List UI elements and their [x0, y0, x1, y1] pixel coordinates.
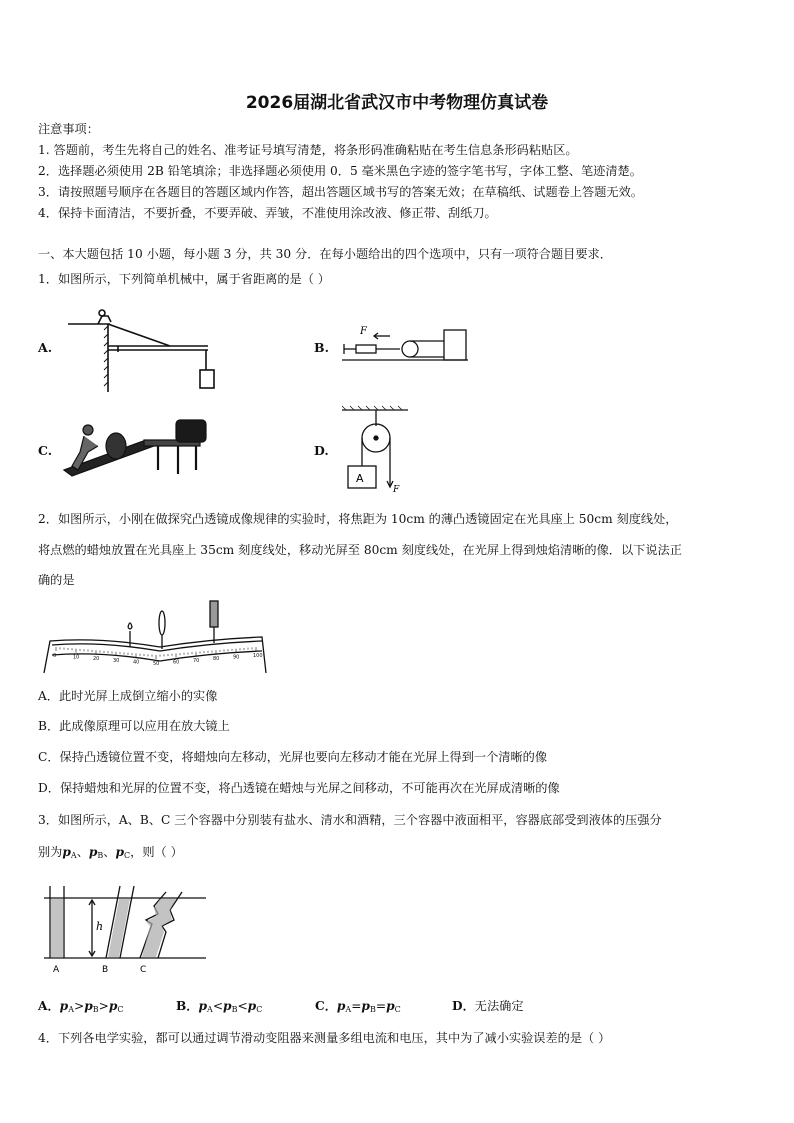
pressure-symbol: p — [108, 999, 118, 1013]
q2-stem-line: 将点燃的蜡烛放置在光具座上 35cm 刻度线处，移动光屏至 80cm 刻度线处，在光屏上得到烛焰清晰的像．以下说法正 — [38, 543, 682, 557]
q2-stem-line: 2．如图所示，小刚在做探究凸透镜成像规律的实验时，将焦距为 10cm 的薄凸透镜固定在光具座上 50cm 刻度线处， — [38, 512, 678, 526]
option-letter: B． — [176, 999, 199, 1013]
pressure-subscript: B — [97, 851, 104, 860]
q3-figure-height-label: h — [96, 920, 104, 933]
q2-option-d: D．保持蜡烛和光屏的位置不变，将凸透镜在蜡烛与光屏之间移动，不可能再次在光屏成清晰的像 — [38, 781, 560, 795]
pressure-subscript: B — [92, 1005, 99, 1014]
q1-option-c-label: C. — [38, 443, 53, 458]
pressure-symbol: p — [62, 845, 71, 859]
bench-tick-label: 80 — [213, 656, 220, 663]
pressure-subscript: A — [68, 1005, 74, 1014]
q1-figure-d-block-label: A — [356, 472, 364, 485]
pressure-symbol: p — [115, 845, 125, 859]
pressure-symbol: p — [386, 999, 395, 1013]
q3-stem-line-2 — [38, 844, 183, 864]
pressure-symbol: p — [247, 999, 257, 1013]
q1-figure-a — [60, 302, 220, 394]
comparison-operator: < — [212, 999, 224, 1013]
q3-figure-label-b: B — [102, 965, 109, 975]
pressure-symbol: p — [59, 999, 69, 1013]
bench-tick-label: 50 — [153, 661, 160, 667]
bench-tick-label: 20 — [93, 656, 100, 663]
section-heading: 一、本大题包括 10 小题，每小题 3 分，共 30 分．在每小题给出的四个选项中，只有一项符合题目要求． — [38, 247, 612, 261]
q3-figure-label-a: A — [53, 965, 60, 975]
pressure-symbol: p — [88, 845, 98, 859]
pressure-subscript: C — [256, 1005, 263, 1014]
pressure-subscript: A — [207, 1005, 213, 1014]
q3-containers-figure — [40, 880, 210, 978]
q3-option-a — [38, 998, 123, 1018]
q1-figure-b-force-label: F — [360, 326, 367, 337]
pressure-subscript: B — [369, 1005, 376, 1014]
q1-stem: 1．如图所示，下列简单机械中，属于省距离的是（ ） — [38, 272, 330, 286]
bench-tick-label: 100 — [253, 653, 263, 659]
pressure-symbol: p — [84, 999, 93, 1013]
bench-tick-label: 10 — [73, 654, 80, 661]
q1-figure-c — [58, 412, 208, 480]
q4-stem: 4．下列各电学实验，都可以通过调节滑动变阻器来测量多组电流和电压，其中为了减小实验误差的是（ ） — [38, 1031, 611, 1045]
comparison-operator: > — [98, 999, 109, 1013]
option-letter: A． — [38, 999, 60, 1013]
option-letter: C． — [315, 999, 337, 1013]
q2-option-a: A．此时光屏上成倒立缩小的实像 — [38, 689, 218, 703]
pressure-subscript: C — [117, 1005, 124, 1014]
q3-stem-line: 3．如图所示，A、B、C 三个容器中分别装有盐水、清水和酒精，三个容器中液面相平，容器底部受到液体的压强分 — [38, 813, 662, 827]
notes-item: 3．请按照题号顺序在各题目的答题区域内作答，超出答题区域书写的答案无效；在草稿纸、试题卷上答题无效。 — [38, 185, 643, 199]
q1-figure-d — [338, 406, 418, 495]
bench-tick-label: 60 — [173, 659, 180, 666]
q3-option-b — [176, 998, 262, 1018]
q1-figure-d-force-label: F — [393, 485, 400, 495]
q3-option-d — [452, 998, 524, 1014]
comparison-operator: > — [73, 999, 85, 1013]
pressure-subscript: B — [231, 1005, 238, 1014]
q2-option-b: B．此成像原理可以应用在放大镜上 — [38, 719, 230, 733]
q1-option-a-label: A. — [38, 340, 53, 355]
q3-option-c — [315, 998, 401, 1018]
comparison-operator: = — [375, 999, 387, 1013]
pressure-subscript: A — [70, 851, 77, 860]
q2-optical-bench-figure — [40, 597, 270, 675]
page-title: 2026届湖北省武汉市中考物理仿真试卷 — [245, 93, 549, 113]
bench-tick-label: 90 — [233, 654, 240, 661]
q3-stem-prefix: 别为 — [38, 845, 63, 859]
comparison-operator: < — [237, 999, 248, 1013]
q3-stem-suffix: ，则（ ） — [130, 845, 183, 859]
pressure-subscript: C — [124, 851, 131, 860]
notes-item: 4．保持卡面清洁，不要折叠，不要弄破、弄皱，不准使用涂改液、修正带、刮纸刀。 — [38, 206, 497, 220]
bench-tick-label: 70 — [193, 657, 200, 664]
notes-heading: 注意事项： — [38, 122, 99, 136]
option-letter: D． — [452, 999, 475, 1013]
bench-tick-label: 40 — [133, 659, 140, 666]
q3-figure-label-c: C — [140, 965, 147, 975]
q1-option-d-label: D. — [314, 443, 329, 458]
notes-item: 2．选择题必须使用 2B 铅笔填涂；非选择题必须使用 0．5 毫米黑色字迹的签字笔书写，字体工整、笔迹清楚。 — [38, 164, 642, 178]
bench-tick-label: 0 — [53, 653, 57, 659]
pressure-symbol: p — [198, 999, 208, 1013]
pressure-symbol: p — [361, 999, 370, 1013]
pressure-symbol: p — [336, 999, 346, 1013]
option-text: 无法确定 — [474, 999, 524, 1013]
q2-stem-line: 确的是 — [38, 573, 75, 587]
q2-option-c: C．保持凸透镜位置不变，将蜡烛向左移动，光屏也要向左移动才能在光屏上得到一个清晰的像 — [38, 750, 548, 764]
q1-figure-b — [338, 322, 473, 366]
notes-item: 1. 答题前，考生先将自己的姓名、准考证号填写清楚，将条形码准确粘贴在考生信息条形码粘贴区。 — [38, 143, 578, 157]
pressure-symbol: p — [223, 999, 232, 1013]
separator: 、 — [76, 845, 89, 859]
pressure-subscript: A — [345, 1005, 352, 1014]
comparison-operator: = — [351, 999, 362, 1013]
q1-option-b-label: B. — [314, 340, 329, 355]
pressure-subscript: C — [394, 1005, 401, 1014]
separator: 、 — [103, 845, 116, 859]
bench-tick-label: 30 — [113, 657, 120, 664]
